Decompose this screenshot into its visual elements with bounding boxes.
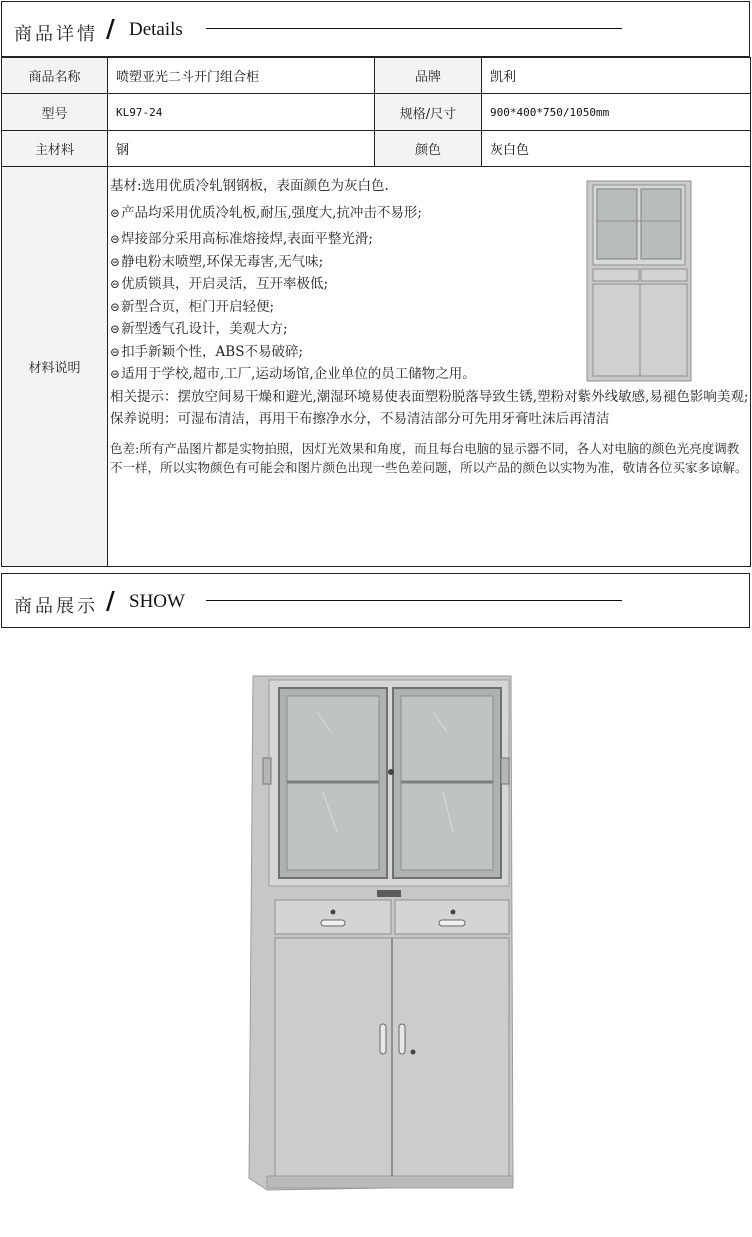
description-cell [108, 167, 751, 567]
feature-item: ⊝ 焊接部分采用高标准熔接焊,表面平整光滑; [110, 228, 750, 251]
color-value: 灰白色 [482, 131, 751, 167]
table-row [2, 167, 751, 567]
brand-label: 品牌 [375, 58, 482, 94]
title-slash: / [106, 586, 115, 615]
feature-item: ⊝ 扣手新颖个性，ABS不易破碎; [110, 341, 750, 364]
title-slash: / [106, 14, 115, 43]
product-name-value: 喷塑亚光二斗开门组合柜 [108, 58, 375, 94]
show-title-cn: 商品展示 [14, 596, 98, 617]
show-section-header [1, 573, 750, 628]
model-label: 型号 [2, 94, 108, 131]
description-intro: 基材:选用优质冷轧钢钢板，表面颜色为灰白色. [110, 178, 389, 194]
cabinet-product-image [247, 672, 517, 1194]
details-section-header [1, 1, 750, 57]
description-label: 材料说明 [2, 167, 108, 567]
spec-table [1, 57, 751, 567]
size-value: 900*400*750/1050mm [482, 94, 751, 131]
feature-item: ⊝ 新型透气孔设计，美观大方; [110, 318, 750, 341]
table-row [2, 94, 751, 131]
feature-item: ⊝ 优质锁具，开启灵活，互开率极低; [110, 273, 750, 296]
table-row [2, 131, 751, 167]
cabinet-thumbnail [585, 179, 695, 384]
color-note-text: 色差:所有产品图片都是实物拍照，因灯光效果和角度，而且每台电脑的显示器不同，各人对电脑的颜色光亮度调教不一样，所以实物颜色有可能会和图片颜色出现一些色差问题，所以产品的颜色以实物为准，敬请各位买家多谅解。 [110, 440, 748, 475]
feature-item: ⊝ 适用于学校,超市,工厂,运动场馆,企业单位的员工储物之用。 [110, 363, 750, 386]
details-title-cn: 商品详情 [14, 24, 98, 45]
size-label: 规格/尺寸 [375, 94, 482, 131]
table-row [2, 58, 751, 94]
brand-value: 凯利 [482, 58, 751, 94]
material-value: 钢 [108, 131, 375, 167]
color-label: 颜色 [375, 131, 482, 167]
material-label: 主材料 [2, 131, 108, 167]
model-value: KL97-24 [108, 94, 375, 131]
header-rule [206, 600, 622, 601]
feature-item: ⊝ 产品均采用优质冷轧板,耐压,强度大,抗冲击不易形; [110, 202, 750, 225]
details-title-en: Details [129, 19, 183, 40]
feature-item: ⊝ 新型合页，柜门开启轻便; [110, 296, 750, 319]
feature-item: ⊝ 静电粉末喷塑,环保无毒害,无气味; [110, 251, 750, 274]
tip-text: 相关提示：摆放空间易干燥和避光,潮湿环境易使表面塑粉脱落导致生锈,塑粉对紫外线敏感,易褪色影响美观; [110, 388, 749, 405]
header-rule [206, 28, 622, 29]
product-name-label: 商品名称 [2, 58, 108, 94]
show-title-en: SHOW [129, 591, 185, 612]
care-text: 保养说明：可湿布清洁，再用干布擦净水分，不易清洁部分可先用牙膏吐沫后再清洁 [110, 411, 610, 427]
